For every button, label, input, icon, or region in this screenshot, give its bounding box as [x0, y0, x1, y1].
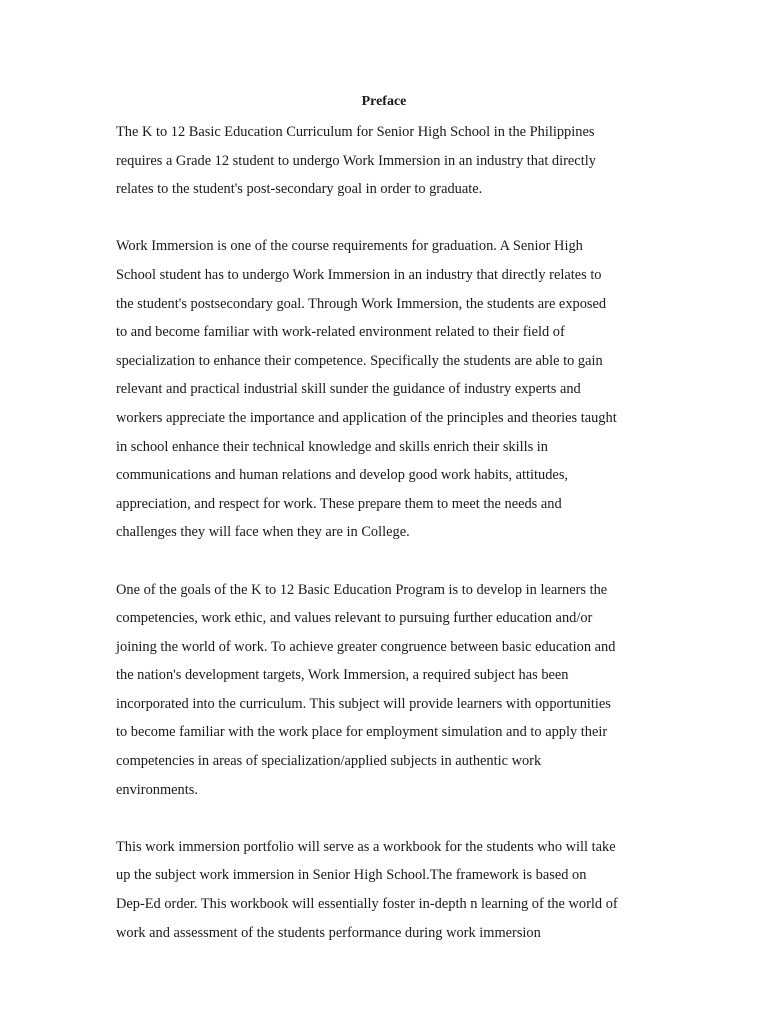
text-line: relevant and practical industrial skill sunder the guidance of industry experts and	[116, 381, 581, 398]
paragraph-4	[116, 833, 676, 947]
text-line: incorporated into the curriculum. This subject will provide learners with opportunities	[116, 695, 611, 712]
text-line: to become familiar with the work place for employment simulation and to apply their	[116, 724, 608, 741]
text-line: appreciation, and respect for work. These prepare them to meet the needs and	[116, 495, 562, 512]
text-line: The K to 12 Basic Education Curriculum for Senior High School in the Philippines	[116, 124, 595, 140]
text-line: the nation's development targets, Work Immersion, a required subject has been	[116, 667, 569, 684]
text-line: This work immersion portfolio will serve as a workbook for the students who will take	[116, 838, 616, 855]
text-line: One of the goals of the K to 12 Basic Education Program is to develop in learners the	[116, 581, 608, 598]
text-line: requires a Grade 12 student to undergo Work Immersion in an industry that directly	[116, 152, 596, 169]
text-line: specialization to enhance their competence. Specifically the students are able to gain	[116, 352, 603, 369]
text-line: competencies, work ethic, and values relevant to pursuing further education and/or	[116, 610, 593, 627]
text-line: in school enhance their technical knowledge and skills enrich their skills in	[116, 438, 549, 455]
text-line: communications and human relations and develop good work habits, attitudes,	[116, 467, 569, 484]
text-line: relates to the student's post-secondary goal in order to graduate.	[116, 181, 483, 198]
text-line: joining the world of work. To achieve greater congruence between basic education and	[116, 638, 616, 655]
text-line: School student has to undergo Work Immersion in an industry that directly relates to	[116, 266, 602, 283]
paragraph-1	[116, 118, 676, 204]
text-line: up the subject work immersion in Senior High School.The framework is based on	[116, 867, 587, 884]
text-line: the student's postsecondary goal. Through Work Immersion, the students are exposed	[116, 295, 607, 312]
paragraph-3	[116, 576, 676, 805]
text-line: to and become familiar with work-related environment related to their field of	[116, 324, 565, 341]
text-line: Work Immersion is one of the course requirements for graduation. A Senior High	[116, 238, 583, 255]
text-line: competencies in areas of specialization/applied subjects in authentic work	[116, 753, 542, 770]
text-line: workers appreciate the importance and application of the principles and theories taught	[116, 409, 617, 426]
page-title: Preface	[361, 94, 407, 109]
text-line: environments.	[116, 781, 198, 798]
document-body	[116, 118, 676, 976]
text-line: challenges they will face when they are in College.	[116, 524, 410, 541]
text-line: work and assessment of the students performance during work immersion	[116, 924, 541, 941]
text-line: Dep-Ed order. This workbook will essentially foster in-depth n learning of the world of	[116, 896, 618, 913]
paragraph-2	[116, 232, 676, 547]
